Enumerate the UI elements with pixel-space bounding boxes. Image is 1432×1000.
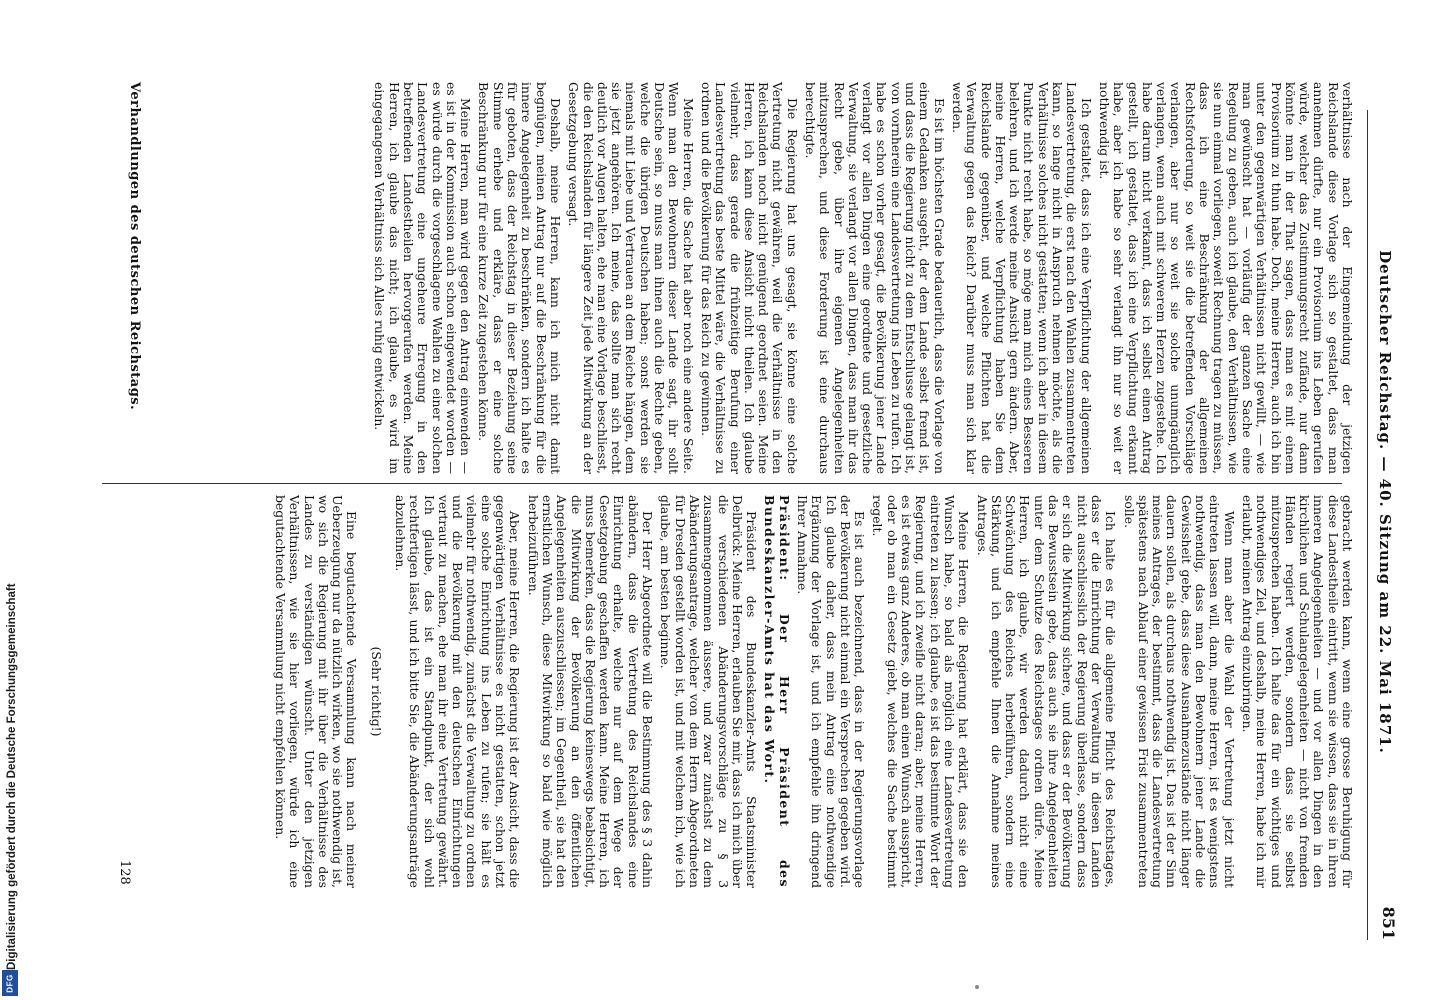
paragraph: Meine Herren, man wird gegen den Antrag einwenden — es ist in der Kommission auch schon eingewendet worden — es würde durch die vorgeschlagene Wahlen zu einer solchen Landesvertretung eine ungeheure Erregung in den betreffenden Landestheilen hervorgerufen werden. Meine Herren, ich glaube das nicht; ich glaube, es wird im eingegangenen Verhältniss sich Alles ruhig entwickeln.	[372, 82, 474, 474]
paragraph: Es ist auch bezeichnend, dass in der Regierungsvorlage der Bevölkerung nicht einmal ein Versprechen gegeben wird. Ich glaube daher, dass mein Antrag eine nothwendige Ergänzung der Vorlage ist, und ich empfehle ihn dringend Ihrer Annahme.	[795, 495, 868, 888]
column-divider	[102, 483, 1342, 484]
speech-paragraph: Eine begutachtende Versammlung kann nach meiner Ueberzeugung nur da nützlich wirken, wo sie nothwendig ist, wo sich die Regierung mit ihr über die Verhältnisse des Landes zu verständigen wünscht. Unter den jetzigen Verhältnissen, wie sie hier vorliegen, würde ich eine begutachtende Versammlung nicht empfehlen können.	[272, 495, 360, 888]
footer-stamp: Verhandlungen des deutschen Reichstags.	[127, 82, 142, 411]
paragraph: Deshalb, meine Herren, kann ich mich nicht damit begnügen, meinen Antrag nur auf die Beschränkung für die innere Angelegenheit zu beschränken, sondern ich halte es für geboten, dass der Reichstag in dieser Beziehung seine Stimme erhebe und erkläre, dass er eine solche Beschränkung nur für eine kurze Zeit zugestehen könne.	[476, 82, 563, 474]
paragraph: gebracht werden kann, wenn eine grosse Beruhigung für diese Landestheile eintritt, wenn sie wissen, dass sie in ihren inneren Angelegenheiten — und vor allen Dingen in den kirchlichen und Schulangelegenheiten — nicht von fremden Händen regiert werden, sondern dass sie selbst mitzusprechen haben. Ich halte das für ein wichtiges und nothwendiges Ziel, und deshalb, meine Herren, habe ich mir erlaubt, meinen Antrag einzubringen.	[1239, 495, 1355, 888]
left-column	[368, 82, 1354, 474]
page-number: 851	[1379, 906, 1398, 940]
paragraph: Ich gestaltet, dass ich eine Verpflichtung der allgemeinen Landesvertretung, die erst nach den Wahlen zusammentreten kann, so lange nicht in Anspruch nehmen möchte, als die Verhältnisse solches nicht gestatten; wenn ich aber in diesem Punkte nicht recht habe, so möge man mich eines Besseren belehren, und ich werde meine Ansicht gern ändern. Aber, meine Herren, welche Verpflichtung haben Sie dem Reichslande gegenüber, und welche Pflichten hat die Verwaltung gegen das Reich? Darüber muss man sich klar werden.	[949, 82, 1094, 474]
interjection: (Sehr richtig!)	[368, 646, 384, 737]
speaker-intro: Präsident: Der Herr Präsident des Bundeskanzler-Amts hat das Wort.	[762, 495, 792, 888]
dfg-logo-text: DFG	[5, 973, 15, 993]
digitization-note: Digitalisierung gefördert durch die Deutsche Forschungsgemeinschaft	[6, 583, 18, 970]
paragraph: verhältnisse nach der Eingemeindung der jetzigen Reichslande diese Vorlage sich so gestaltet, dass man annehmen dürfte, nur ein Provisorium ins Leben gerufen würde, welcher das Zustimmungsrecht zufände, nur dann könnte man in der That sagen, dass man es mit einem Provisorium zu thun habe. Doch, meine Herren, auch ich bin unter den gegenwärtigen Verhältnissen nicht gewillt, — wie man gewünscht hat — vorläufig der ganzen Sache eine Regelung zu geben, auch ich glaube, den Verhältnissen, wie sie nun einmal vorliegen, soweit Rechnung tragen zu müssen, dass ich eine Beschränkung der allgemeinen Rechtsforderung, so weit sie die betreffenden Vorschläge verlangen, aber nur so weit sie solche unumgänglich verlangen, wenn auch mit schwerem Herzen zugestehe. Ich habe darum nicht verkannt, dass ich selbst einen Antrag gestellt, ich gestaltet, dass ich eine Verpflichtung erkannt habe, aber ich habe so sehr verlangt ihn nur so weit er nothwendig ist.	[1096, 82, 1355, 474]
digitization-strip	[0, 0, 22, 1000]
footer-sheet-number: 128	[117, 860, 132, 885]
paragraph: Es ist im höchsten Grade bedauerlich, dass die Vorlage von einem Gedanken ausgeht, der dem Lande selbst fremd ist, und dass die Regierung nicht zu dem Entschlusse gelangt ist, von vornherein eine Landesvertretung ins Leben zu rufen. Ich habe es schon vorher gesagt, die Bevölkerung jener Lande verlangt vor allen Dingen eine geordnete und gesetzliche Verwaltung, sie verlangt vor allen Dingen, dass man ihr das Recht gebe, über ihre eigenen Angelegenheiten mitzusprechen, und diese Forderung ist eine durchaus berechtigte.	[803, 82, 947, 474]
header-rule	[1367, 110, 1368, 940]
paragraph: Meine Herren, die Regierung hat erklärt, dass sie den Wunsch habe, so bald als möglich eine Landesvertretung eintreten zu lassen; ich glaube, es ist das bestimmte Wort der Regierung, und ich zweifle nicht daran; aber, meine Herren, es ist etwas ganz Anderes, ob man einen Wunsch ausspricht, oder ob man ein Gesetz giebt, welches die Sache bestimmt regelt.	[870, 495, 972, 888]
page-header: Deutscher Reichstag. — 40. Sitzung am 22. Mai 1871.	[1376, 250, 1394, 754]
paragraph: Meine Herren, die Sache hat aber noch eine andere Seite. Wenn man den Bewohnern dieser Lande sagt, ihr sollt Deutsche sein, so muss man ihnen auch die Rechte geben, welche die übrigen Deutschen haben; sonst werden sie niemals mit Liebe und Vertrauen an dem Reiche hängen, dem sie jetzt angehören. Ich meine, das sollte man sich recht deutlich vor Augen halten, ehe man eine Vorlage beschliesst, die den Reichslanden für längere Zeit jede Mitwirkung an der Gesetzgebung versagt.	[566, 82, 696, 474]
dfg-logo-icon	[2, 970, 18, 996]
paragraph: Ich halte es für die allgemeine Pflicht des Reichstages, dass er die Einrichtung der Verwaltung in diesen Landen nicht ausschliesslich der Regierung überlasse, sondern dass er sich die Mitwirkung sichere, und dass er der Bevölkerung das Bewusstsein gebe, dass auch sie ihre Angelegenheiten unter dem Schutze des Reichstages ordnen dürfe. Meine Herren, ich glaube, wir werden dadurch nicht eine Schwächung des Reiches herbeiführen, sondern eine Stärkung, und ich empfehle Ihnen die Annahme meines Antrages.	[974, 495, 1119, 888]
right-column	[269, 495, 1354, 888]
speech-paragraph: Präsident des Bundeskanzler-Amts Staatsminister Delbrück: Meine Herren, erlauben Sie mir, dass ich mich über die verschiedenen Abänderungsvorschläge zu § 3 zusammengenommen äussere, und zwar zunächst zu dem Abänderungsantrage, welcher von dem Herrn Abgeordneten für Dresden gestellt worden ist, und mit welchem ich, wie ich glaube, am besten beginne.	[658, 495, 760, 888]
paragraph: Wenn man aber die Wahl der Vertretung jetzt nicht eintreten lassen will, dann, meine Herren, ist es wenigstens nothwendig, dass man den Bewohnern jener Lande die Gewissheit gebe, dass diese Ausnahmezustände nicht länger dauern sollen, als durchaus nothwendig ist. Das ist der Sinn meines Antrages, der bestimmt, dass die Landesvertretung spätestens nach Ablauf einer gewissen Frist zusammentreten solle.	[1121, 495, 1237, 888]
scan-speck	[975, 985, 979, 989]
speech-paragraph: Aber, meine Herren, die Regierung ist der Ansicht, dass die gegenwärtigen Verhältnisse es nicht gestatten, schon jetzt eine solche Einrichtung ins Leben zu rufen; sie hält es vielmehr für nothwendig, zunächst die Verwaltung zu ordnen und die Bevölkerung mit den deutschen Einrichtungen vertraut zu machen, ehe man ihr eine Vertretung gewährt. Ich glaube, das ist ein Standpunkt, der sich wohl rechtfertigen lässt, und ich bitte Sie, die Abänderungsanträge abzulehnen.	[393, 495, 523, 888]
speech-paragraph: Der Herr Abgeordnete will die Bestimmung des § 3 dahin abändern, dass die Vertretung des Reichslandes eine Einrichtung erhalte, welche nur auf dem Wege der Gesetzgebung geschaffen werden kann. Meine Herren, ich muss bemerken, dass die Regierung keineswegs beabsichtigt, die Mitwirkung der Bevölkerung an den öffentlichen Angelegenheiten auszuschliessen; im Gegentheil, sie hat den ernstlichen Wunsch, diese Mitwirkung so bald wie möglich herbeizuführen.	[525, 495, 656, 888]
paragraph: Die Regierung hat uns gesagt, sie könne eine solche Vertretung nicht gewähren, weil die Verhältnisse in den Reichslanden noch nicht genügend geordnet seien. Meine Herren, ich kann diese Ansicht nicht theilen. Ich glaube vielmehr, dass gerade die frühzeitige Berufung einer Landesvertretung das beste Mittel wäre, die Verhältnisse zu ordnen und die Bevölkerung für das Reich zu gewinnen.	[698, 82, 800, 474]
